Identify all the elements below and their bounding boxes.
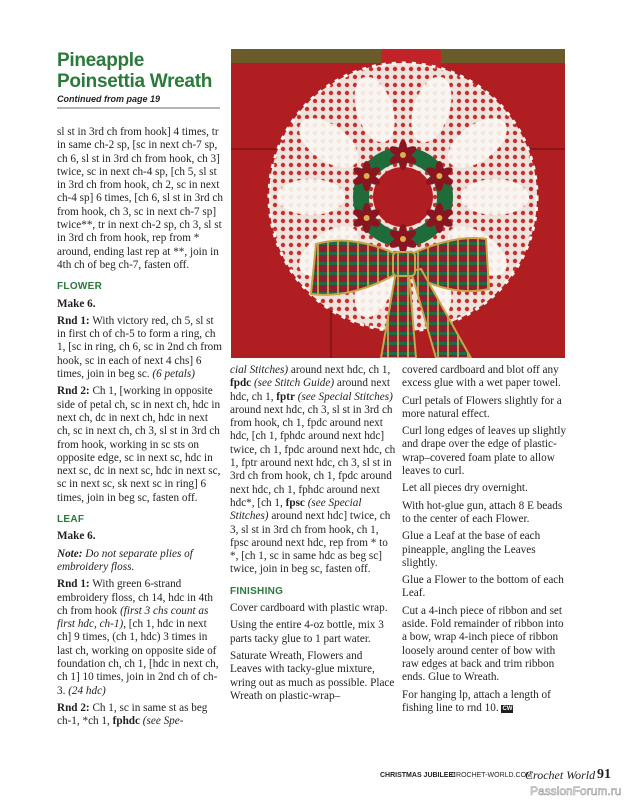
text-run: Do not separate plies of embroidery floss. <box>57 547 193 573</box>
paragraph <box>230 650 396 703</box>
paragraph <box>230 619 396 646</box>
text-run: Saturate Wreath, Flowers and Leaves with tacky-glue mixture, wring out as much as possible. Place Wreath on plastic-wrap– <box>230 649 395 702</box>
text-run: LEAF <box>57 514 85 526</box>
footer-site: CROCHET-WORLD.COM <box>451 772 532 779</box>
text-run: Make 6. <box>57 297 96 310</box>
text-run: covered cardboard and blot off any excess glue with a wet paper towel. <box>402 364 561 390</box>
paragraph <box>402 530 568 570</box>
paragraph <box>402 425 568 478</box>
column-3 <box>402 364 568 719</box>
divider <box>57 107 220 109</box>
text-run: Cut a 4-inch piece of ribbon and set aside. Fold remainder of ribbon into a bow, wrap 4-inch piece of ribbon loosely around center of bow with raw edges at back and trim ribbon ends. Glue to Wreath. <box>402 604 564 684</box>
text-run: Using the entire 4-oz bottle, mix 3 parts tacky glue to 1 part water. <box>230 619 384 645</box>
paragraph <box>402 395 568 422</box>
text-run: Ch 1, sc in same st as beg ch-1, *ch 1, <box>57 701 208 728</box>
text-run: sl st in 3rd ch from hook] 4 times, tr in same ch-2 sp, [sc in next ch-7 sp, ch 6, sl st in 3rd ch from hook, ch 3] twice, sc in next ch-4 sp, [ch 5, sl st in 3rd ch from hook, ch 2, sc in next ch-4 sp] 6 times, [ch 6, sl st in 3rd ch from hook, ch 3, sc in next ch-7 sp] twice**, tr in next ch-2 sp, ch 3, sl st in 3rd ch from hook, rep from * around, ending last rep at **, join in 4th ch of beg ch-7, fasten off. <box>57 126 223 271</box>
text-run: Make 6. <box>57 530 96 543</box>
end-mark-icon: CW <box>502 705 513 712</box>
text-run: Rnd 2: <box>57 701 90 714</box>
text-run: (see Spe- <box>142 715 184 728</box>
paragraph <box>230 602 396 615</box>
section-heading <box>57 513 223 526</box>
paragraph <box>57 548 223 575</box>
text-run: FLOWER <box>57 281 103 293</box>
text-run: Let all pieces dry overnight. <box>402 482 528 495</box>
text-run: around next hdc, ch 1, <box>230 377 391 403</box>
paragraph <box>230 364 396 577</box>
text-run: Curl petals of Flowers slightly for a more natural effect. <box>402 394 562 420</box>
paragraph <box>57 315 223 381</box>
text-run: (24 hdc) <box>68 684 106 697</box>
paragraph <box>402 689 568 716</box>
paragraph <box>402 482 568 495</box>
paragraph <box>57 578 223 698</box>
watermark: PassionForum.ru <box>530 784 622 798</box>
footer-issue: CHRISTMAS JUBILEE! <box>380 772 456 779</box>
paragraph <box>402 364 568 391</box>
text-run: For hanging lp, attach a length of fishing line to rnd 10. <box>402 688 551 714</box>
text-run: (first 3 chs count as first hdc, ch-1) <box>57 604 209 631</box>
text-run: Rnd 1: <box>57 578 90 591</box>
text-run: With hot-glue gun, attach 8 E beads to the center of each Flower. <box>402 499 563 525</box>
text-run: around next hdc, ch 1, <box>288 364 391 376</box>
text-run: around next hdc] twice, ch 3, sl st in 3rd ch from hook, ch 1, fpsc around next hdc, rep from * to *, [ch 1, sc in same hdc as beg sc] twice, join in beg sc, fasten off. <box>230 510 391 576</box>
text-run: fphdc <box>112 715 140 728</box>
footer-magazine: Crochet World <box>525 768 596 782</box>
continued-note: Continued from page 19 <box>57 94 161 104</box>
text-run: Ch 1, [working in opposite side of petal ch, sc in next ch, hdc in next ch, dc in next ch, hdc in next ch, sc in next ch, ch 3, sl st in 3rd ch from hook, working in sc sts on opposite edge, sc in next sc, hdc in next sc, dc in next sc, hdc in next sc, sc in next sc, sk next sc in ring] 6 times, join in beg sc, fasten off. <box>57 385 221 504</box>
paragraph <box>57 126 223 272</box>
text-run: (see Special Stitches) <box>230 496 362 523</box>
text-run: fpsc <box>285 496 305 509</box>
paragraph <box>402 500 568 527</box>
pineapple-motif <box>461 179 529 215</box>
text-run: (see Special Stitches) <box>297 390 393 403</box>
paragraph <box>57 530 223 543</box>
paragraph <box>57 702 223 729</box>
text-run: , [ch 1, hdc in next ch] 9 times, (ch 1, hdc) 3 times in last ch, working on opposite side of foundation ch, ch 1, [hdc in next ch, ch 1] 10 times, join in 2nd ch of ch-3. <box>57 618 219 697</box>
text-run: With victory red, ch 5, sl st in first ch of ch-5 to form a ring, ch 1, [sc in ring, ch 6, sc in 2nd ch from hook, sc in each of next 4 chs] 6 times, join in beg sc. <box>57 314 222 381</box>
text-run: around next hdc, ch 3, sl st in 3rd ch from hook, ch 1, fpdc around next hdc, [ch 1, fphdc around next hdc] twice, ch 1, fpdc around next hdc, ch 1, fptr around next hdc, ch 3, sl st in 3rd ch from hook, ch 1, fpdc around next hdc, ch 1, fphdc around next hdc*, [ch 1, <box>230 403 396 509</box>
paragraph <box>402 574 568 601</box>
text-run: With green 6-strand embroidery floss, ch 14, hdc in 4th ch from hook <box>57 578 213 617</box>
text-run: (6 petals) <box>152 368 195 381</box>
text-run: Note: <box>57 547 83 560</box>
text-run: Rnd 2: <box>57 385 90 398</box>
page-footer <box>0 767 633 783</box>
text-run: Cover cardboard with plastic wrap. <box>230 602 388 615</box>
text-run: fptr <box>276 390 295 403</box>
section-heading <box>230 585 396 598</box>
page-title: Pineapple Poinsettia Wreath <box>57 50 213 92</box>
page-number: 91 <box>597 767 611 782</box>
paragraph <box>402 605 568 685</box>
text-run: Rnd 1: <box>57 314 90 327</box>
section-heading <box>57 280 223 293</box>
column-1 <box>57 126 223 732</box>
text-run: Curl long edges of leaves up slightly and drape over the edge of plastic-wrap–covered foam plate to allow leaves to curl. <box>402 425 567 478</box>
wreath-photo <box>231 49 565 358</box>
column-2 <box>230 364 396 707</box>
text-run: fpdc <box>230 377 252 390</box>
text-run: Glue a Flower to the bottom of each Leaf. <box>402 574 564 600</box>
text-run: cial Stitches) <box>230 364 289 376</box>
text-run: FINISHING <box>230 585 284 597</box>
text-run: Glue a Leaf at the base of each pineapple, angling the Leaves slightly. <box>402 530 541 569</box>
paragraph <box>57 298 223 311</box>
paragraph <box>57 385 223 505</box>
text-run: (see Stitch Guide) <box>253 377 335 390</box>
pineapple-motif <box>277 179 345 215</box>
